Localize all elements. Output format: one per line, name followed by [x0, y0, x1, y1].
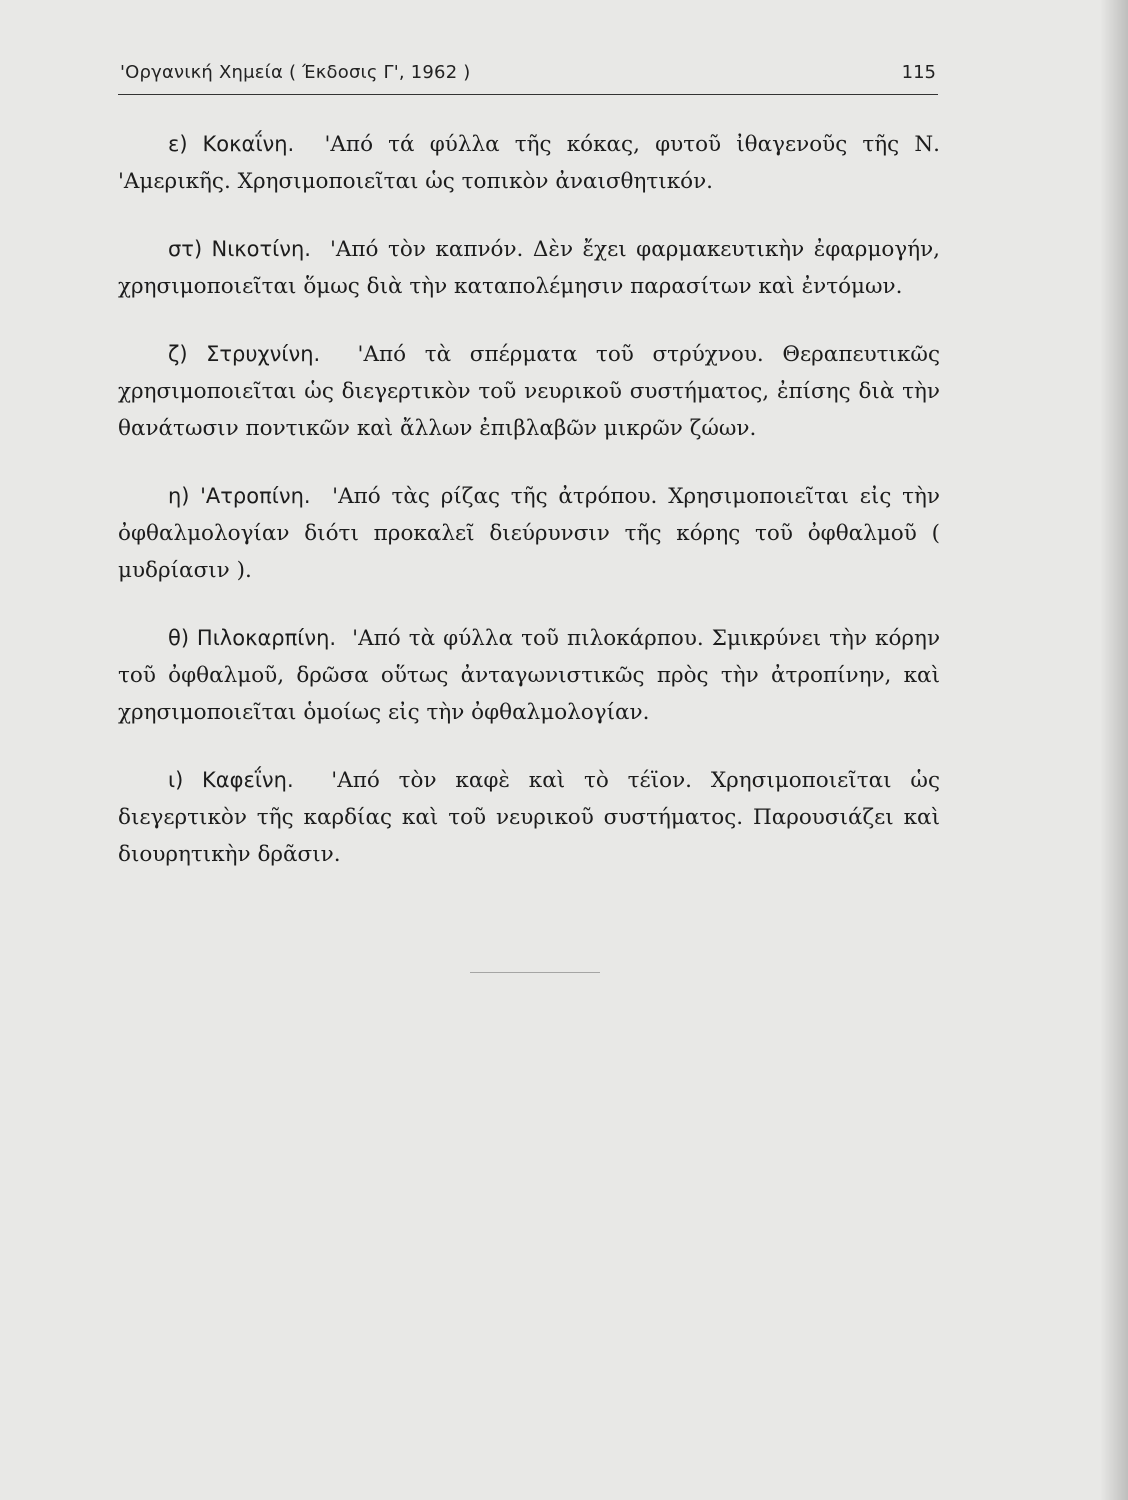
- paragraph-nicotine: [118, 231, 940, 305]
- paragraph-lead: θ) Πιλοκαρπίνη.: [168, 626, 337, 650]
- paragraph-text: 'Από τὰς ρίζας τῆς ἀτρόπου. Χρησιμοποιεῖται εἰς τὴν ὀφθαλμολογίαν διότι προκαλεῖ διεύρυνσιν τῆς κόρης τοῦ ὀφθαλμοῦ ( μυδρίασιν ).: [118, 484, 940, 583]
- page-edge-shadow: [1100, 0, 1128, 1500]
- page-header: [118, 60, 938, 95]
- paragraph-lead: η) 'Ατροπίνη.: [168, 484, 311, 508]
- paragraph-cocaine: [118, 126, 940, 200]
- paragraph-atropine: [118, 478, 940, 589]
- paragraph-text: 'Από τὰ φύλλα τοῦ πιλοκάρπου. Σμικρύνει τὴν κόρην τοῦ ὀφθαλμοῦ, δρῶσα οὕτως ἀνταγωνιστικῶς πρὸς τὴν ἀτροπίνην, καὶ χρησιμοποιεῖται ὁμοίως εἰς τὴν ὀφθαλμολογίαν.: [118, 626, 941, 725]
- paragraph-lead: ε) Κοκαΐνη.: [168, 132, 295, 156]
- paragraph-caffeine: [118, 762, 940, 873]
- paragraph-lead: στ) Νικοτίνη.: [168, 237, 311, 261]
- paragraph-text: 'Από τὰ σπέρματα τοῦ στρύχνου. Θεραπευτικῶς χρησιμοποιεῖται ὡς διεγερτικὸν τοῦ νευρικοῦ συστήματος, ἐπίσης διὰ τὴν θανάτωσιν ποντικῶν καὶ ἄλλων ἐπιβλαβῶν μικρῶν ζώων.: [118, 342, 940, 441]
- paragraph-strychnine: [118, 336, 940, 447]
- body-text: [118, 126, 940, 904]
- paragraph-text: 'Από τὸν καφὲ καὶ τὸ τέϊον. Χρησιμοποιεῖται ὡς διεγερτικὸν τῆς καρδίας καὶ τοῦ νευρικοῦ συστήματος. Παρουσιάζει καὶ διουρητικὴν δρᾶσιν.: [118, 768, 940, 867]
- paragraph-text: 'Από τὸν καπνόν. Δὲν ἔχει φαρμακευτικὴν ἐφαρμογήν, χρησιμοποιεῖται ὅμως διὰ τὴν καταπολέμησιν παρασίτων καὶ ἐντόμων.: [118, 237, 940, 299]
- paragraph-pilocarpine: [118, 620, 940, 731]
- bleed-through-rule: [470, 972, 600, 973]
- page-number: 115: [901, 62, 936, 83]
- running-head: 'Οργανική Χημεία ( Έκδοσις Γ', 1962 ): [120, 62, 471, 83]
- paragraph-text: 'Από τά φύλλα τῆς κόκας, φυτοῦ ἰθαγενοῦς τῆς Ν. 'Αμερικῆς. Χρησιμοποιεῖται ὡς τοπικὸν ἀναισθητικόν.: [118, 132, 941, 194]
- paragraph-lead: ζ) Στρυχνίνη.: [168, 342, 321, 366]
- paragraph-lead: ι) Καφεΐνη.: [168, 768, 294, 792]
